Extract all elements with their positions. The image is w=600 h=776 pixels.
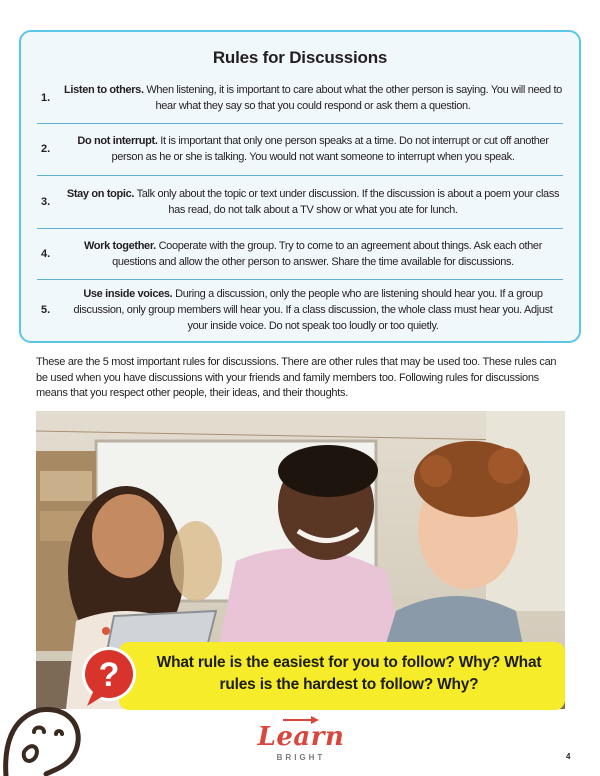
rule-divider: [37, 228, 563, 229]
rule-heading: Listen to others.: [64, 84, 144, 96]
rule-body: It is important that only one person speaks at a time. Do not interrupt or cut off another person as he or she is talking. You would not want someone to interrupt when you speak.: [111, 135, 549, 163]
rule-divider: [37, 123, 563, 124]
rule-item: [21, 127, 579, 171]
rule-item: [21, 282, 579, 338]
rule-number: 3.: [41, 196, 51, 208]
rule-text: [63, 180, 563, 224]
rule-item: [21, 180, 579, 224]
rule-body: When listening, it is important to care about what the other person is saying. You will need to hear what they say so that you could respond or ask them a question.: [143, 84, 562, 112]
page-number: 4: [566, 752, 571, 761]
rule-heading: Use inside voices.: [83, 288, 173, 300]
rule-text: [63, 127, 563, 171]
rule-number: 5.: [41, 304, 51, 316]
logo-subtitle: BRIGHT: [276, 753, 326, 762]
question-bar: [119, 642, 565, 710]
rule-divider: [37, 175, 563, 176]
rule-text: [63, 232, 563, 276]
rule-body: Talk only about the topic or text under discussion. If the discussion is about a poem your class has read, do not talk about a TV show or what you ate for lunch.: [134, 188, 560, 216]
svg-text:?: ?: [98, 656, 120, 694]
rule-number: 1.: [41, 92, 51, 104]
rule-body: During a discussion, only the people who are listening should hear you. If a group discussion, only group members will hear you. If a class discussion, the whole class must hear you. Adjust your inside voice. Do not speak too loudly or too quietly.: [73, 288, 553, 332]
intro-paragraph: These are the 5 most important rules for discussions. There are other rules that may be used too. These rules can be used when you have discussions with your friends and family members too. Following rules for discussions means that you respect other people, their ideas, and their thoughts.: [36, 356, 557, 399]
rule-number: 4.: [41, 248, 51, 260]
rule-heading: Stay on topic.: [66, 188, 135, 200]
rule-text: [63, 76, 563, 120]
rule-text: [63, 282, 563, 338]
thinking-character-icon: [0, 688, 90, 776]
rule-heading: Work together.: [83, 240, 156, 252]
question-text: What rule is the easiest for you to follow? Why? What rules is the hardest to follow? Why?: [156, 654, 542, 693]
rules-box: [19, 30, 581, 343]
rules-title: Rules for Discussions: [212, 48, 388, 67]
logo-word: Learn: [257, 722, 345, 752]
rule-number: 2.: [41, 143, 51, 155]
rule-item: [21, 232, 579, 276]
learn-bright-logo: [253, 712, 349, 770]
rule-body: Cooperate with the group. Try to come to an agreement about things. Ask each other questions and allow the other person to answer. Share the time available for discussions.: [112, 240, 543, 268]
rule-divider: [37, 279, 563, 280]
rule-item: [21, 76, 579, 120]
rule-heading: Do not interrupt.: [77, 135, 158, 147]
